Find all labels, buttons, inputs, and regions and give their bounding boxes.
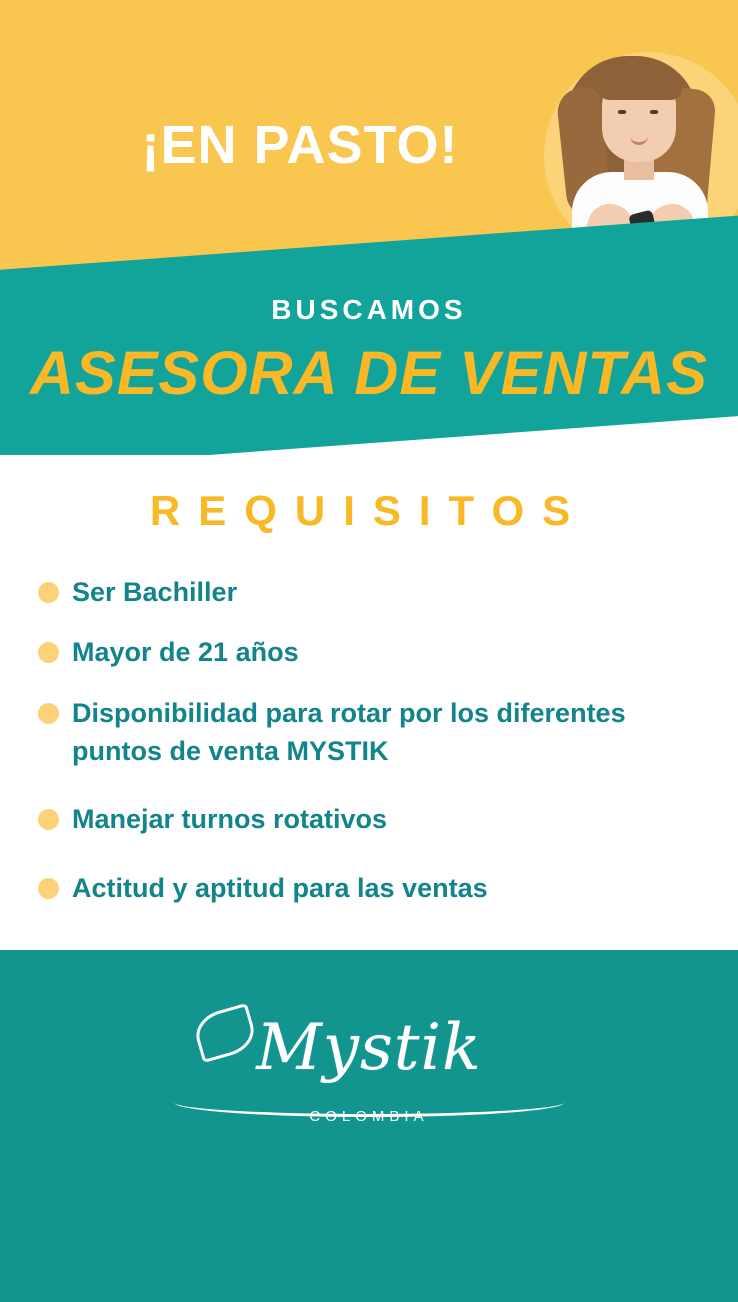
bullet-icon xyxy=(38,642,59,663)
brand-country: COLOMBIA xyxy=(309,1108,429,1125)
list-item xyxy=(34,633,714,671)
bullet-icon xyxy=(38,703,59,724)
list-item xyxy=(34,869,714,907)
bullet-icon xyxy=(38,809,59,830)
list-item-label: Disponibilidad para rotar por los diferentes puntos de venta MYSTIK xyxy=(72,697,626,766)
job-title: ASESORA DE VENTAS xyxy=(29,338,708,407)
requirements-list xyxy=(34,573,714,929)
list-item-label: Ser Bachiller xyxy=(72,577,238,607)
list-item xyxy=(34,694,714,771)
list-item xyxy=(34,573,714,611)
requirements-section xyxy=(0,455,738,950)
bullet-icon xyxy=(38,582,59,603)
list-item xyxy=(34,800,714,838)
portrait-eye-left xyxy=(618,110,626,114)
brand-logo xyxy=(0,1011,738,1125)
list-item-label: Mayor de 21 años xyxy=(72,637,299,668)
portrait-fringe xyxy=(598,62,682,100)
job-title-banner-content xyxy=(0,270,738,470)
subheadline: BUSCAMOS xyxy=(271,293,467,325)
headline-location: ¡EN PASTO! xyxy=(141,115,459,175)
bullet-icon xyxy=(38,878,59,899)
list-item-label: Manejar turnos rotativos xyxy=(72,804,388,835)
brand-name: Mystik xyxy=(256,1011,482,1085)
portrait-eye-right xyxy=(650,110,658,114)
list-item-label: Actitud y aptitud para las ventas xyxy=(72,872,488,903)
requirements-title: REQUISITOS xyxy=(149,487,589,534)
brand-footer xyxy=(0,950,738,1302)
